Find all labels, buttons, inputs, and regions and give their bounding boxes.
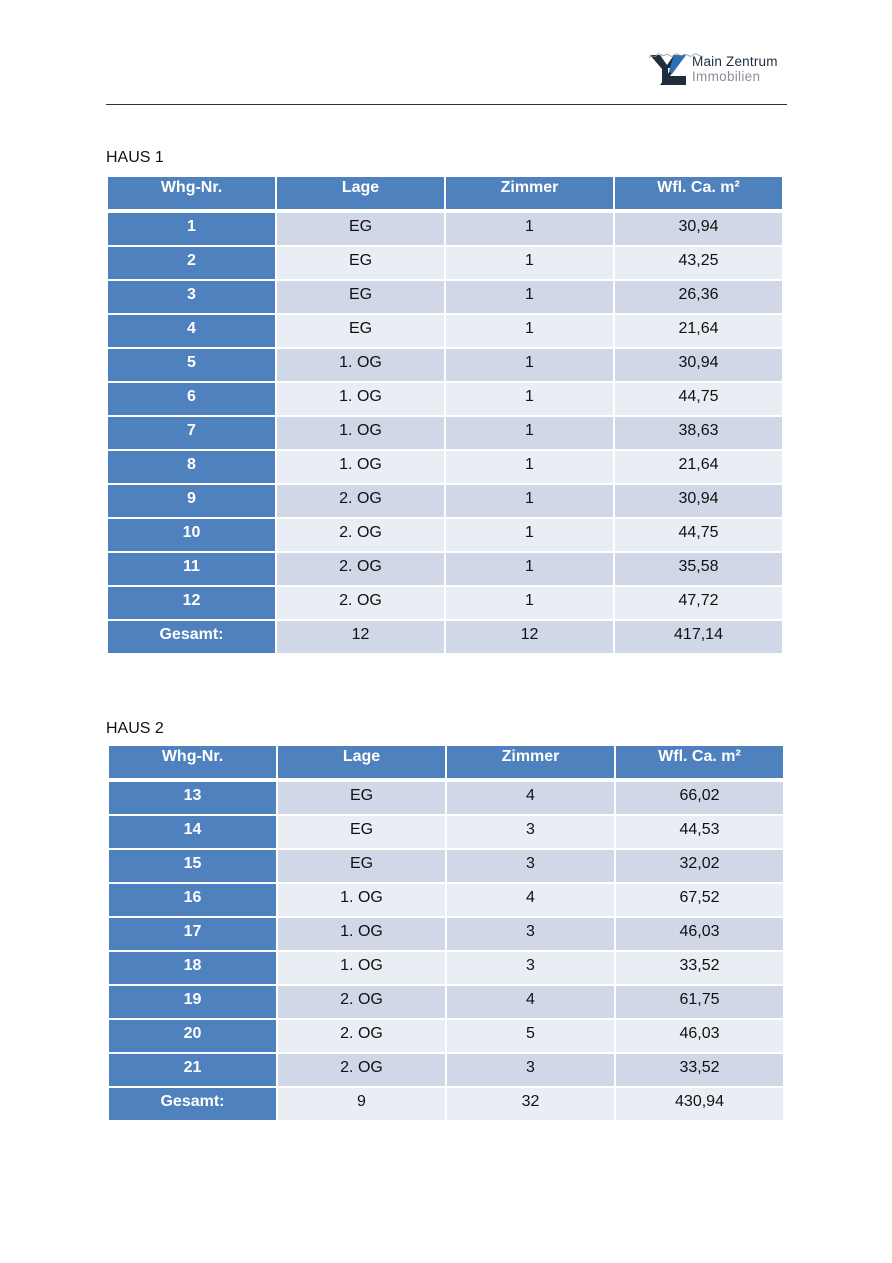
logo-signature [648,52,704,60]
unit-number: 7 [108,417,275,449]
total-label: Gesamt: [108,621,275,653]
table-row [109,1054,783,1086]
logo-subtitle: Immobilien [692,68,761,84]
area-cell: 43,25 [615,247,782,279]
floor-cell: EG [278,816,445,848]
logo-name: Main Zentrum [692,54,778,69]
floor-cell: 2. OG [278,1020,445,1052]
rooms-cell: 1 [446,281,613,313]
haus2-table [107,744,785,1122]
floor-cell: EG [277,247,444,279]
table-row [108,315,782,347]
floor-cell: 2. OG [277,587,444,619]
table-row [108,247,782,279]
table-row [109,816,783,848]
total-row [108,621,782,653]
table-row [108,383,782,415]
floor-cell: 2. OG [277,485,444,517]
company-logo [648,52,788,92]
rooms-cell: 1 [446,519,613,551]
haus1-title: HAUS 1 [106,149,164,166]
rooms-cell: 3 [447,850,614,882]
table-row [108,451,782,483]
unit-number: 18 [109,952,276,984]
rooms-cell: 1 [446,247,613,279]
unit-number: 5 [108,349,275,381]
area-cell: 30,94 [615,213,782,245]
header-divider [106,104,787,105]
unit-number: 17 [109,918,276,950]
area-cell: 66,02 [616,782,783,814]
haus2-title: HAUS 2 [106,720,164,737]
area-cell: 33,52 [616,1054,783,1086]
area-cell: 46,03 [616,918,783,950]
area-cell: 38,63 [615,417,782,449]
table-row [108,417,782,449]
table-row [109,850,783,882]
rooms-cell: 1 [446,349,613,381]
rooms-cell: 1 [446,587,613,619]
header-row [108,177,782,209]
floor-cell: 1. OG [278,952,445,984]
rooms-cell: 3 [447,952,614,984]
unit-number: 20 [109,1020,276,1052]
header-row [109,746,783,778]
floor-cell: EG [277,315,444,347]
table-row [109,986,783,1018]
rooms-cell: 1 [446,213,613,245]
table-row [108,553,782,585]
floor-cell: 1. OG [277,417,444,449]
area-cell: 35,58 [615,553,782,585]
rooms-cell: 1 [446,383,613,415]
floor-cell: 2. OG [278,986,445,1018]
area-cell: 44,75 [615,383,782,415]
rooms-cell: 1 [446,451,613,483]
rooms-cell: 5 [447,1020,614,1052]
rooms-cell: 3 [447,816,614,848]
rooms-cell: 4 [447,884,614,916]
unit-number: 12 [108,587,275,619]
column-header: Wfl. Ca. m² [615,177,782,209]
column-header: Whg-Nr. [108,177,275,209]
unit-number: 3 [108,281,275,313]
area-cell: 430,94 [616,1088,783,1120]
table-row [108,281,782,313]
rooms-cell: 12 [446,621,613,653]
unit-number: 19 [109,986,276,1018]
floor-cell: 1. OG [277,451,444,483]
unit-number: 21 [109,1054,276,1086]
area-cell: 417,14 [615,621,782,653]
rooms-cell: 3 [447,918,614,950]
area-cell: 30,94 [615,349,782,381]
floor-cell: EG [277,213,444,245]
column-header: Zimmer [446,177,613,209]
haus1-table [106,175,784,655]
rooms-cell: 32 [447,1088,614,1120]
area-cell: 44,53 [616,816,783,848]
unit-number: 16 [109,884,276,916]
area-cell: 61,75 [616,986,783,1018]
table-row [109,952,783,984]
column-header: Wfl. Ca. m² [616,746,783,778]
table-row [109,884,783,916]
unit-number: 14 [109,816,276,848]
area-cell: 21,64 [615,451,782,483]
rooms-cell: 4 [447,782,614,814]
area-cell: 21,64 [615,315,782,347]
floor-cell: EG [278,850,445,882]
floor-cell: 1. OG [278,884,445,916]
column-header: Lage [277,177,444,209]
area-cell: 30,94 [615,485,782,517]
rooms-cell: 1 [446,485,613,517]
floor-cell: 2. OG [278,1054,445,1086]
area-cell: 32,02 [616,850,783,882]
unit-number: 13 [109,782,276,814]
unit-number: 15 [109,850,276,882]
unit-number: 6 [108,383,275,415]
unit-number: 10 [108,519,275,551]
column-header: Zimmer [447,746,614,778]
area-cell: 67,52 [616,884,783,916]
area-cell: 44,75 [615,519,782,551]
rooms-cell: 3 [447,1054,614,1086]
area-cell: 46,03 [616,1020,783,1052]
unit-number: 2 [108,247,275,279]
unit-number: 11 [108,553,275,585]
rooms-cell: 4 [447,986,614,1018]
rooms-cell: 1 [446,417,613,449]
floor-cell: EG [278,782,445,814]
table-row [108,349,782,381]
total-label: Gesamt: [109,1088,276,1120]
area-cell: 33,52 [616,952,783,984]
table-row [109,918,783,950]
floor-cell: 2. OG [277,519,444,551]
table-row [108,519,782,551]
floor-cell: 12 [277,621,444,653]
rooms-cell: 1 [446,315,613,347]
area-cell: 26,36 [615,281,782,313]
unit-number: 1 [108,213,275,245]
column-header: Lage [278,746,445,778]
column-header: Whg-Nr. [109,746,276,778]
rooms-cell: 1 [446,553,613,585]
table-row [109,1020,783,1052]
unit-number: 9 [108,485,275,517]
table-row [108,587,782,619]
floor-cell: EG [277,281,444,313]
floor-cell: 1. OG [277,349,444,381]
floor-cell: 1. OG [278,918,445,950]
table-row [108,213,782,245]
unit-number: 8 [108,451,275,483]
floor-cell: 9 [278,1088,445,1120]
unit-number: 4 [108,315,275,347]
table-row [108,485,782,517]
floor-cell: 1. OG [277,383,444,415]
area-cell: 47,72 [615,587,782,619]
floor-cell: 2. OG [277,553,444,585]
total-row [109,1088,783,1120]
table-row [109,782,783,814]
